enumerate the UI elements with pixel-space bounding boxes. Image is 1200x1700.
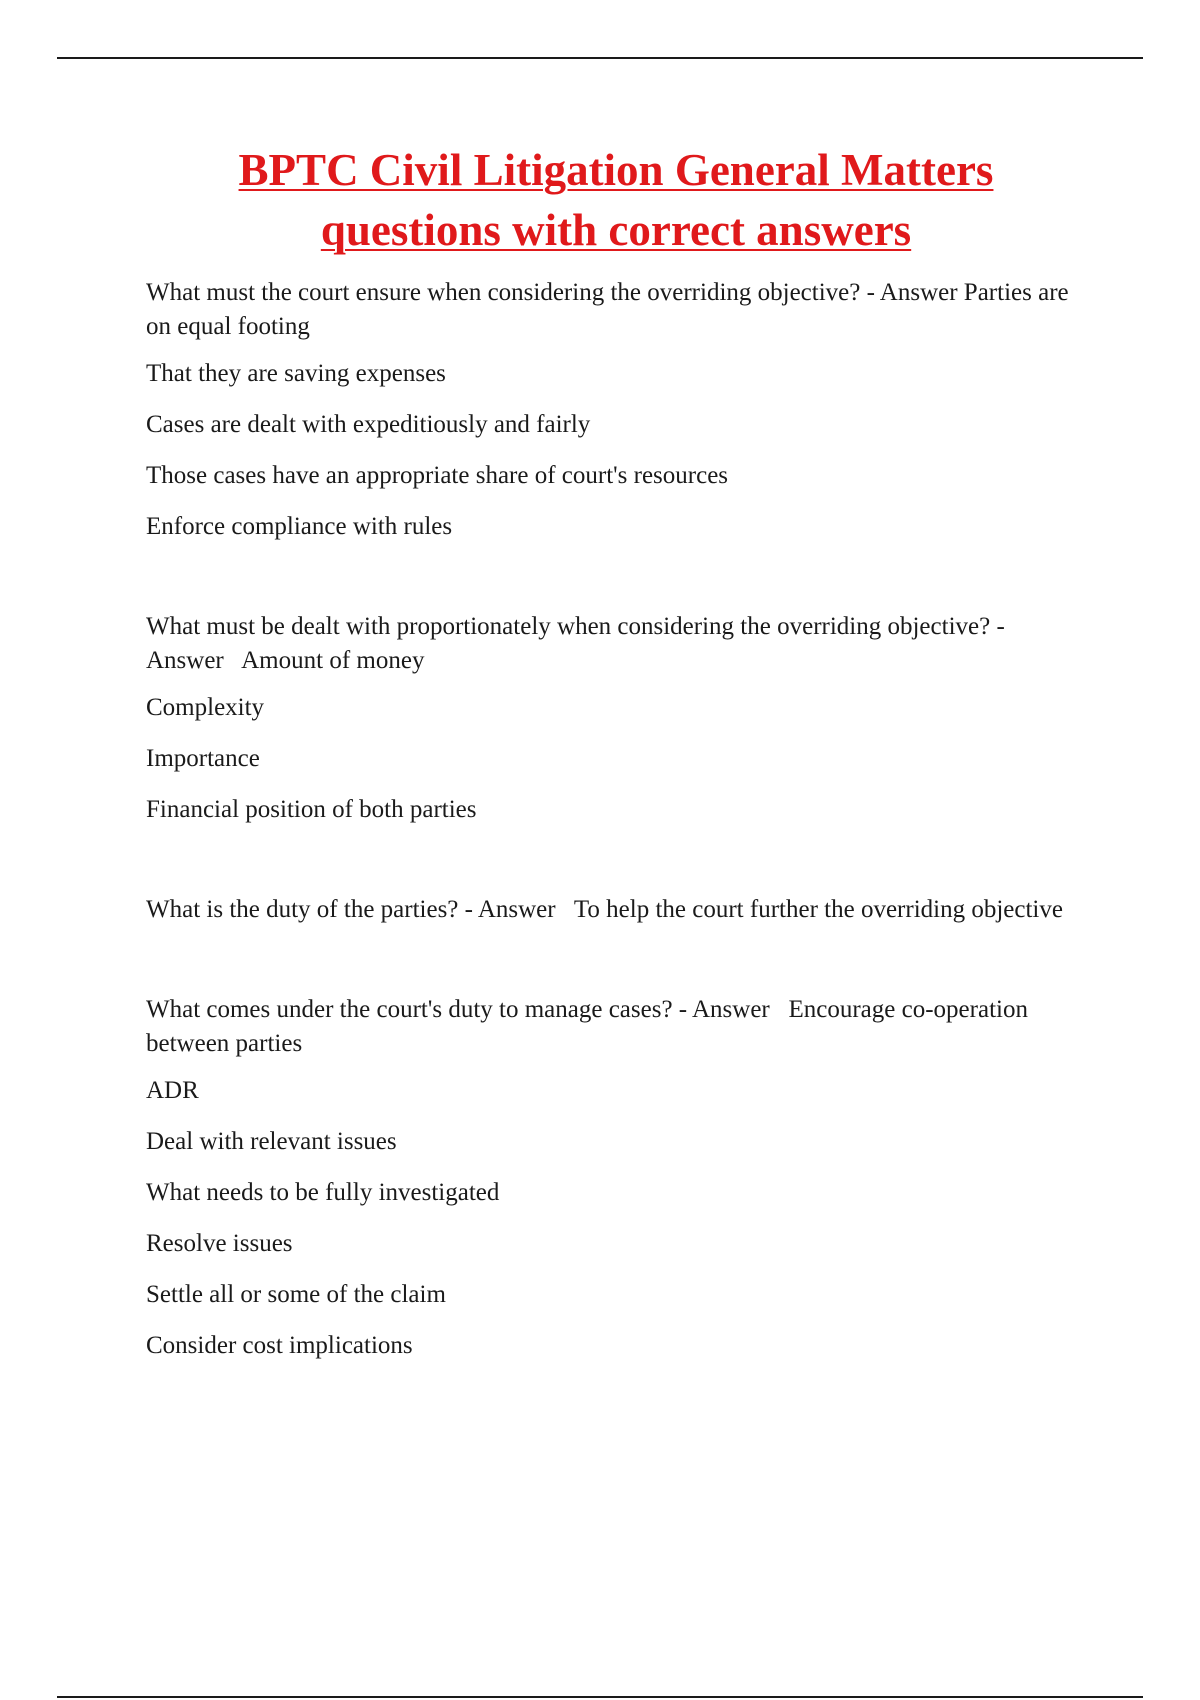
header-rule bbox=[57, 57, 1143, 59]
answer-item: Importance bbox=[146, 745, 260, 772]
qa-block-2 bbox=[146, 610, 1086, 827]
answer-item: Settle all or some of the claim bbox=[146, 1281, 446, 1308]
qa-block-1 bbox=[146, 276, 1086, 544]
answer-item: Cases are dealt with expeditiously and fairly bbox=[146, 411, 591, 438]
document-title bbox=[146, 140, 1086, 260]
answer-item: Those cases have an appropriate share of court's resources bbox=[146, 462, 729, 489]
document-title-line-2: questions with correct answers bbox=[320, 205, 912, 255]
answer-item: Consider cost implications bbox=[146, 1332, 413, 1359]
document-page bbox=[146, 140, 1086, 1380]
answer-item: What needs to be fully investigated bbox=[146, 1179, 500, 1206]
question-text: What must the court ensure when considering the overriding objective? - Answer Parties are on equal footing bbox=[146, 279, 1075, 340]
question-text: What comes under the court's duty to manage cases? - Answer Encourage co-operation between parties bbox=[146, 996, 1035, 1057]
answer-item: ADR bbox=[146, 1077, 199, 1104]
answer-item: That they are saving expenses bbox=[146, 360, 446, 387]
answer-item: Resolve issues bbox=[146, 1230, 293, 1257]
question-text: What must be dealt with proportionately when considering the overriding objective? - Answer Amount of money bbox=[146, 613, 1010, 674]
answer-item: Deal with relevant issues bbox=[146, 1128, 397, 1155]
qa-block-3 bbox=[146, 893, 1086, 927]
answer-item: Enforce compliance with rules bbox=[146, 513, 453, 540]
answer-item: Complexity bbox=[146, 694, 265, 721]
answer-item: Financial position of both parties bbox=[146, 796, 477, 823]
qa-block-4 bbox=[146, 993, 1086, 1363]
question-text: What is the duty of the parties? - Answer To help the court further the overriding objective bbox=[146, 896, 1063, 923]
footer-rule bbox=[57, 1696, 1143, 1698]
document-title-line-1: BPTC Civil Litigation General Matters bbox=[238, 145, 994, 195]
